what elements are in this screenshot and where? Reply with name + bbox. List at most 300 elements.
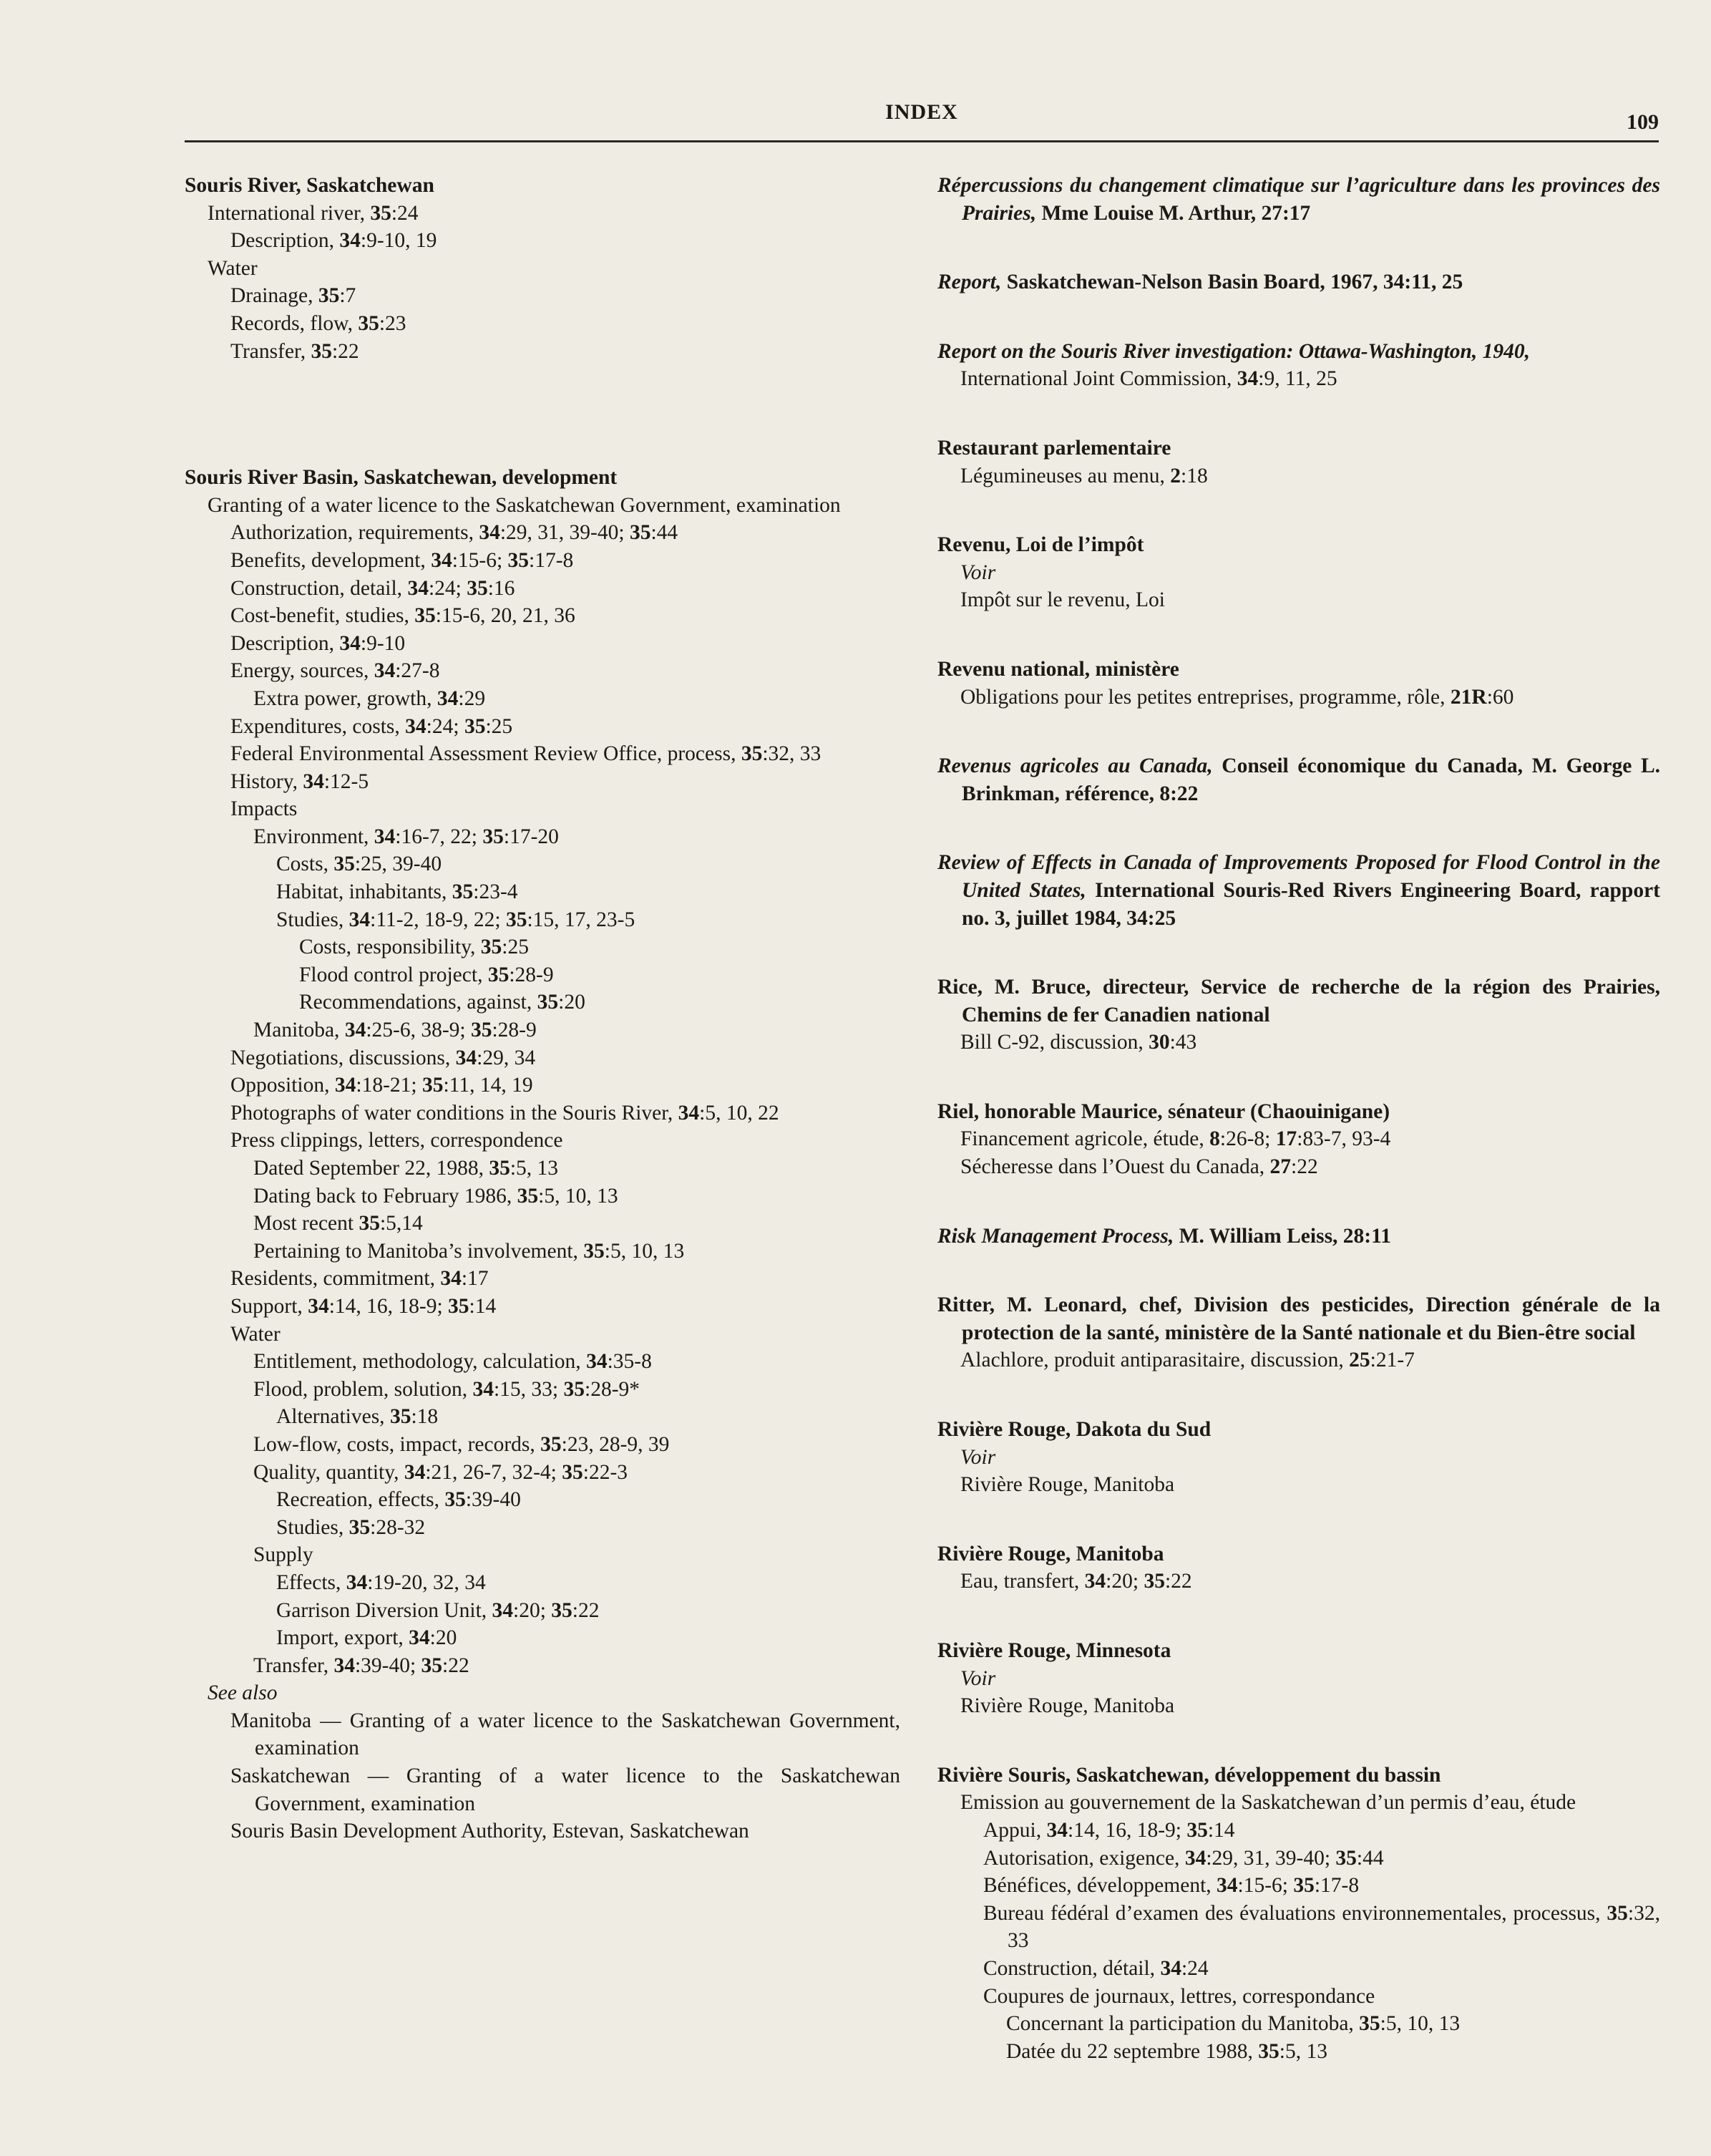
page-refs: :20 [558,991,585,1014]
subentry-text: History, [230,769,303,793]
subentry-text: Description, [230,631,340,655]
subentry-line [937,1029,1660,1057]
subentry-line [937,1872,1660,1900]
index-entry [937,531,1660,614]
subentry-line [937,1665,1660,1693]
page-refs: :29, 31, 39-40; [1206,1846,1336,1870]
index-entry [937,1098,1660,1181]
page-refs: :22 [572,1598,600,1622]
page-refs: :23-4 [473,880,518,904]
entry-heading [937,338,1660,366]
page-refs: :23 [379,311,406,335]
subentry-text: Expenditures, costs, [230,714,406,738]
subentry-line [185,1679,900,1707]
subentry-text: Manitoba — Granting of a water licence to the Saskatchewan Government, examination [230,1709,900,1760]
issue-number: 34 [431,548,452,572]
issue-number: 34 [437,686,459,710]
subentry-line [185,1348,900,1376]
subentry-text: Import, export, [276,1626,409,1650]
issue-number: 34 [472,1377,494,1401]
subentry-line [185,1238,900,1266]
page-refs: :39-40; [354,1654,421,1677]
subentry-line [185,795,900,823]
page-refs: :28-9 [509,963,554,986]
cross-reference-label: Voir [960,560,996,584]
subentry-text: Légumineuses au menu, [960,464,1171,487]
subentry-text: Environment, [253,825,374,848]
subentry-text: International Joint Commission, [960,367,1237,391]
subentry-line [185,602,900,630]
subentry-text: Recommendations, against, [299,991,537,1014]
subentry-text: Impacts [230,797,298,821]
page-refs: :29, 31, 39-40; [499,521,630,545]
issue-number: 34 [479,521,500,545]
page-refs: :19-20, 32, 34 [367,1570,486,1594]
subentry-text: Water [230,1322,281,1346]
subentry-line [937,1692,1660,1720]
index-entry [937,1637,1660,1720]
page-refs: :21-7 [1370,1349,1415,1372]
issue-number: 34 [405,714,426,738]
page-refs: :5,14 [379,1212,423,1235]
issue-number: 35 [467,576,488,600]
subentry-line [937,559,1660,587]
subentry-text: Financement agricole, étude, [960,1127,1210,1151]
subentry-line [185,1486,900,1514]
subentry-text: Coupures de journaux, lettres, correspondance [983,1984,1375,2008]
page-refs: :22 [331,339,359,363]
page-refs: :29 [458,686,486,710]
issue-number: 34 [374,825,396,848]
issue-number: 27 [1269,1155,1292,1179]
issue-number: 30 [1149,1031,1170,1054]
subentry-line [185,547,900,575]
subentry-text: Bénéfices, développement, [983,1874,1217,1898]
heading-text: Rivière Rouge, Minnesota [937,1639,1171,1662]
page-refs: :5, 10, 13 [538,1184,618,1208]
issue-number: 35 [583,1239,605,1263]
subentry-text: Residents, commitment, [230,1267,441,1291]
subentry-line [185,1431,900,1459]
heading-text: Rice, M. Bruce, directeur, Service de recherche de la région des Prairies, Chemins de fer Canadien national [937,976,1660,1026]
page-refs: :28-9 [492,1019,537,1042]
page-refs: :15, 33; [493,1377,564,1401]
subentry-text: Studies, [276,908,349,931]
issue-number: 35 [741,742,763,766]
issue-number: 34 [346,1570,368,1594]
subentry-line [185,227,900,255]
issue-number: 35 [370,201,391,225]
page-refs: :28-9* [585,1377,640,1401]
subentry-line [937,1568,1660,1596]
entry-heading [185,172,900,200]
subentry-line [937,2038,1660,2066]
issue-number: 34 [404,1460,426,1484]
subentry-text: Benefits, development, [230,548,432,572]
subentry-line [185,310,900,338]
subentry-text: Habitat, inhabitants, [276,880,452,904]
subentry-line [185,1597,900,1625]
page-refs: :25 [502,936,529,959]
issue-number: 35 [311,339,332,363]
page-refs: :18 [1181,464,1208,487]
heading-text: Ritter, M. Leonard, chef, Division des pesticides, Direction générale de la protection de la santé, ministère de la Santé nationale et du Bien-être social [937,1293,1660,1344]
index-entry [937,752,1660,807]
issue-number: 35 [421,1654,443,1677]
issue-number: 34 [334,1074,356,1097]
issue-number: 35 [452,880,474,904]
subentry-line [185,906,900,934]
subentry-line [185,850,900,878]
entry-heading [937,1291,1660,1346]
page-refs: :17-8 [1314,1874,1360,1898]
subentry-line [185,1376,900,1404]
subentry-line [937,1471,1660,1499]
entry-heading [937,172,1660,227]
page-number: 109 [1627,110,1659,134]
heading-reference: M. William Leiss, 28:11 [1174,1224,1392,1248]
subentry-text: Negotiations, discussions, [230,1046,456,1069]
page-refs: :5, 13 [1279,2039,1327,2063]
subentry-line [185,1044,900,1072]
issue-number: 35 [1359,2012,1380,2036]
subentry-text: Flood, problem, solution, [253,1377,473,1401]
page-refs: :28-32 [370,1515,426,1539]
page-refs: :25, 39-40 [354,853,442,876]
page-refs: :15-6, 20, 21, 36 [435,604,575,628]
issue-number: 35 [333,853,355,876]
entry-heading [937,849,1660,932]
subentry-line [185,1652,900,1680]
subentry-line [185,878,900,906]
index-entry [937,1291,1660,1374]
heading-text: Rivière Souris, Saskatchewan, développement du bassin [937,1763,1441,1787]
page-refs: :22 [1291,1155,1318,1179]
subentry-text: Eau, transfert, [960,1570,1085,1593]
subentry-line [185,1403,900,1431]
subentry-text: Appui, [983,1818,1047,1842]
subentry-text: Rivière Rouge, Manitoba [960,1694,1175,1718]
subentry-line [185,740,900,768]
index-entry [937,338,1660,393]
subentry-text: Press clippings, letters, correspondence [230,1129,563,1152]
issue-number: 35 [1293,1874,1315,1898]
issue-number: 35 [563,1377,585,1401]
page-refs: :7 [339,284,356,308]
entry-heading [937,268,1660,296]
page-refs: :44 [650,521,678,545]
subentry-text: Bill C-92, discussion, [960,1031,1149,1054]
subentry-text: Effects, [276,1570,346,1594]
page-refs: :60 [1486,685,1514,709]
index-entry [185,464,900,1845]
subentry-text: Water [208,256,258,280]
subentry-text: Opposition, [230,1074,335,1097]
heading-title-italic: Report, [937,271,1002,294]
page-refs: :9-10, 19 [360,229,437,253]
page-refs: :15, 17, 23-5 [527,908,635,931]
page-refs: :9-10 [360,631,406,655]
subentry-line [185,575,900,603]
page-refs: :25-6, 38-9; [366,1019,471,1042]
index-entry [937,973,1660,1057]
subentry-line [937,684,1660,712]
subentry-line [185,823,900,851]
index-column-right [937,172,1660,2107]
subentry-text: Dating back to February 1986, [253,1184,517,1208]
subentry-text: Photographs of water conditions in the Souris River, [230,1101,678,1125]
issue-number: 34 [339,229,361,253]
issue-number: 34 [409,1626,430,1650]
subentry-line [937,1817,1660,1845]
issue-number: 35 [517,1184,539,1208]
page-refs: :24 [391,201,419,225]
issue-number: 34 [344,1019,366,1042]
subentry-text: Most recent [253,1212,359,1235]
subentry-text: Obligations pour les petites entreprises, programme, rôle, [960,685,1451,709]
subentry-text: Costs, responsibility, [299,936,481,959]
subentry-line [185,1099,900,1127]
subentry-text: Construction, détail, [983,1956,1161,1980]
subentry-text: Concernant la participation du Manitoba, [1006,2012,1360,2036]
page-refs: :22 [1164,1570,1192,1593]
page-refs: :20; [1106,1570,1144,1593]
subentry-text: Sécheresse dans l’Ouest du Canada, [960,1155,1270,1179]
page-refs: :17-20 [503,825,559,848]
issue-number: 34 [1237,367,1259,391]
issue-number: 35 [470,1019,492,1042]
subentry-text: Datée du 22 septembre 1988, [1006,2039,1259,2063]
subentry-text: Autorisation, exigence, [983,1846,1185,1870]
subentry-line [937,1983,1660,2011]
issue-number: 35 [487,963,510,986]
issue-number: 35 [318,284,340,308]
subentry-text: Manitoba, [253,1019,345,1042]
issue-number: 34 [407,576,429,600]
issue-number: 17 [1275,1127,1297,1151]
issue-number: 35 [448,1294,469,1318]
page-refs: :18 [411,1405,439,1429]
subentry-line [185,1210,900,1238]
subentry-text: Quality, quantity, [253,1460,404,1484]
page-header [185,100,1659,143]
page-refs: :14 [469,1294,497,1318]
subentry-text: Low-flow, costs, impact, records, [253,1432,541,1456]
issue-number: 35 [489,1157,510,1180]
entry-heading [937,1637,1660,1665]
page-refs: :16 [487,576,515,600]
page-refs: :5, 10, 13 [1380,2012,1461,2036]
page-refs: :20; [513,1598,552,1622]
issue-number: 35 [480,936,502,959]
subentry-line [185,1072,900,1099]
subentry-line [185,685,900,713]
subentry-text: Studies, [276,1515,349,1539]
index-entry [937,268,1660,296]
heading-text: Rivière Rouge, Dakota du Sud [937,1418,1212,1442]
subentry-text: Federal Environmental Assessment Review Office, process, [230,742,741,766]
page-refs: :25 [485,714,513,738]
subentry-text: Rivière Rouge, Manitoba [960,1473,1175,1497]
issue-number: 34 [455,1046,477,1069]
heading-text: Souris River Basin, Saskatchewan, development [185,466,618,490]
issue-number: 35 [482,825,504,848]
page-refs: :22 [442,1654,469,1677]
issue-number: 21R [1450,685,1487,709]
subentry-text: Saskatchewan — Granting of a water licence to the Saskatchewan Government, examination [230,1764,900,1815]
index-entry [937,1762,1660,2066]
issue-number: 35 [562,1460,583,1484]
subentry-line [185,1155,900,1183]
issue-number: 35 [1258,2039,1279,2063]
subentry-line [185,255,900,283]
page-refs: :17 [461,1267,489,1291]
subentry-text: Emission au gouvernement de la Saskatchewan d’un permis d’eau, étude [960,1791,1576,1815]
subentry-text: Support, [230,1294,308,1318]
entry-heading [937,1416,1660,1444]
subentry-line [185,282,900,310]
subentry-text: Transfer, [230,339,311,363]
page-refs: :17-8 [529,548,574,572]
entry-heading [937,1540,1660,1568]
subentry-text: Recreation, effects, [276,1488,445,1512]
heading-text: Restaurant parlementaire [937,436,1171,460]
page-refs: :23, 28-9, 39 [561,1432,670,1456]
subentry-line [185,338,900,366]
heading-text: Revenu national, ministère [937,657,1179,681]
index-entry [185,172,900,365]
subentry-line [937,462,1660,490]
page-refs: :24 [1181,1956,1209,1980]
issue-number: 35 [1607,1901,1628,1925]
subentry-line [937,365,1660,393]
issue-number: 35 [348,1515,371,1539]
issue-number: 25 [1349,1349,1370,1372]
entry-heading [937,1762,1660,1790]
issue-number: 34 [440,1267,462,1291]
subentry-line [937,1955,1660,1983]
subentry-text: Dated September 22, 1988, [253,1157,489,1180]
issue-number: 35 [1186,1818,1208,1842]
issue-number: 34 [678,1101,700,1125]
subentry-line [937,586,1660,614]
page-refs: :5, 10, 13 [604,1239,685,1263]
subentry-text: Granting of a water licence to the Saskatchewan Government, examination [208,493,841,517]
heading-title-italic: Risk Management Process, [937,1224,1174,1248]
issue-number: 35 [540,1432,562,1456]
page-refs: :83-7, 93-4 [1297,1127,1391,1151]
heading-reference: Conseil économique du Canada, M. George L. Brinkman, référence, 8:22 [962,754,1661,805]
subentry-line [185,1707,900,1762]
page-refs: :11-2, 18-9, 22; [370,908,506,931]
subentry-line [185,1127,900,1155]
cross-reference-label: Voir [960,1445,996,1469]
subentry-line [185,200,900,228]
page-refs: :29, 34 [477,1046,536,1069]
issue-number: 35 [551,1598,572,1622]
page-refs: :14, 16, 18-9; [1068,1818,1187,1842]
heading-text: Rivière Rouge, Manitoba [937,1542,1164,1565]
issue-number: 34 [308,1294,329,1318]
heading-reference: Saskatchewan-Nelson Basin Board, 1967, 34:11, 25 [1001,271,1463,294]
subentry-line [185,657,900,685]
heading-reference: International Souris-Red Rivers Engineering Board, rapport no. 3, juillet 1984, 34:25 [962,878,1661,930]
page-refs: :16-7, 22; [395,825,483,848]
subentry-text: Impôt sur le revenu, Loi [960,588,1165,612]
issue-number: 34 [1184,1846,1207,1870]
subentry-line [937,2010,1660,2038]
issue-number: 35 [444,1488,466,1512]
subentry-line [185,1762,900,1817]
issue-number: 35 [464,714,486,738]
page-refs: :15-6; [452,548,508,572]
issue-number: 34 [586,1350,608,1374]
subentry-line [185,1321,900,1349]
subentry-text: Cost-benefit, studies, [230,604,415,628]
index-column-left [185,172,900,1887]
subentry-text: Records, flow, [230,311,359,335]
subentry-line [185,1459,900,1487]
subentry-line [185,768,900,796]
heading-title-italic: Review of Effects in Canada of Improvements Proposed for Flood Control in the United States, [937,851,1660,902]
subentry-line [937,1845,1660,1873]
issue-number: 35 [421,1074,444,1097]
index-entry [937,1416,1660,1499]
subentry-line [185,961,900,989]
subentry-text: Costs, [276,853,334,876]
page-refs: :20 [429,1626,457,1650]
page-refs: :15-6; [1237,1874,1294,1898]
header-rule [185,140,1659,142]
entry-heading [937,1223,1660,1251]
subentry-line [185,1016,900,1044]
issue-number: 35 [358,311,379,335]
page-refs: :27-8 [395,659,440,683]
heading-title-italic: Report on the Souris River investigation: Ottawa-Washington, 1940, [937,339,1531,363]
subentry-text: Alternatives, [276,1405,390,1429]
issue-number: 2 [1170,464,1181,487]
subentry-line [185,1817,900,1845]
issue-number: 34 [1160,1956,1181,1980]
entry-heading [937,531,1660,559]
page-refs: :24; [428,576,467,600]
page-refs: :18-21; [356,1074,422,1097]
entry-heading [937,752,1660,807]
subentry-line [185,1265,900,1293]
page-refs: :14, 16, 18-9; [328,1294,449,1318]
subentry-line [185,1624,900,1652]
issue-number: 34 [1084,1570,1106,1593]
subentry-text: Extra power, growth, [253,686,437,710]
issue-number: 35 [389,1405,411,1429]
page-refs: :22-3 [582,1460,628,1484]
issue-number: 35 [629,521,651,545]
index-entry [937,1223,1660,1251]
subentry-line [937,1125,1660,1153]
issue-number: 35 [507,548,530,572]
index-entry [937,434,1660,490]
running-title: INDEX [885,100,958,124]
subentry-text: Pertaining to Manitoba’s involvement, [253,1239,584,1263]
page-refs: :5, 10, 22 [699,1101,779,1125]
page-refs: :44 [1356,1846,1384,1870]
subentry-line [937,1153,1660,1181]
issue-number: 35 [1144,1570,1165,1593]
page-refs: :43 [1169,1031,1197,1054]
subentry-text: Energy, sources, [230,659,374,683]
subentry-line [937,1789,1660,1817]
subentry-text: Entitlement, methodology, calculation, [253,1350,587,1374]
